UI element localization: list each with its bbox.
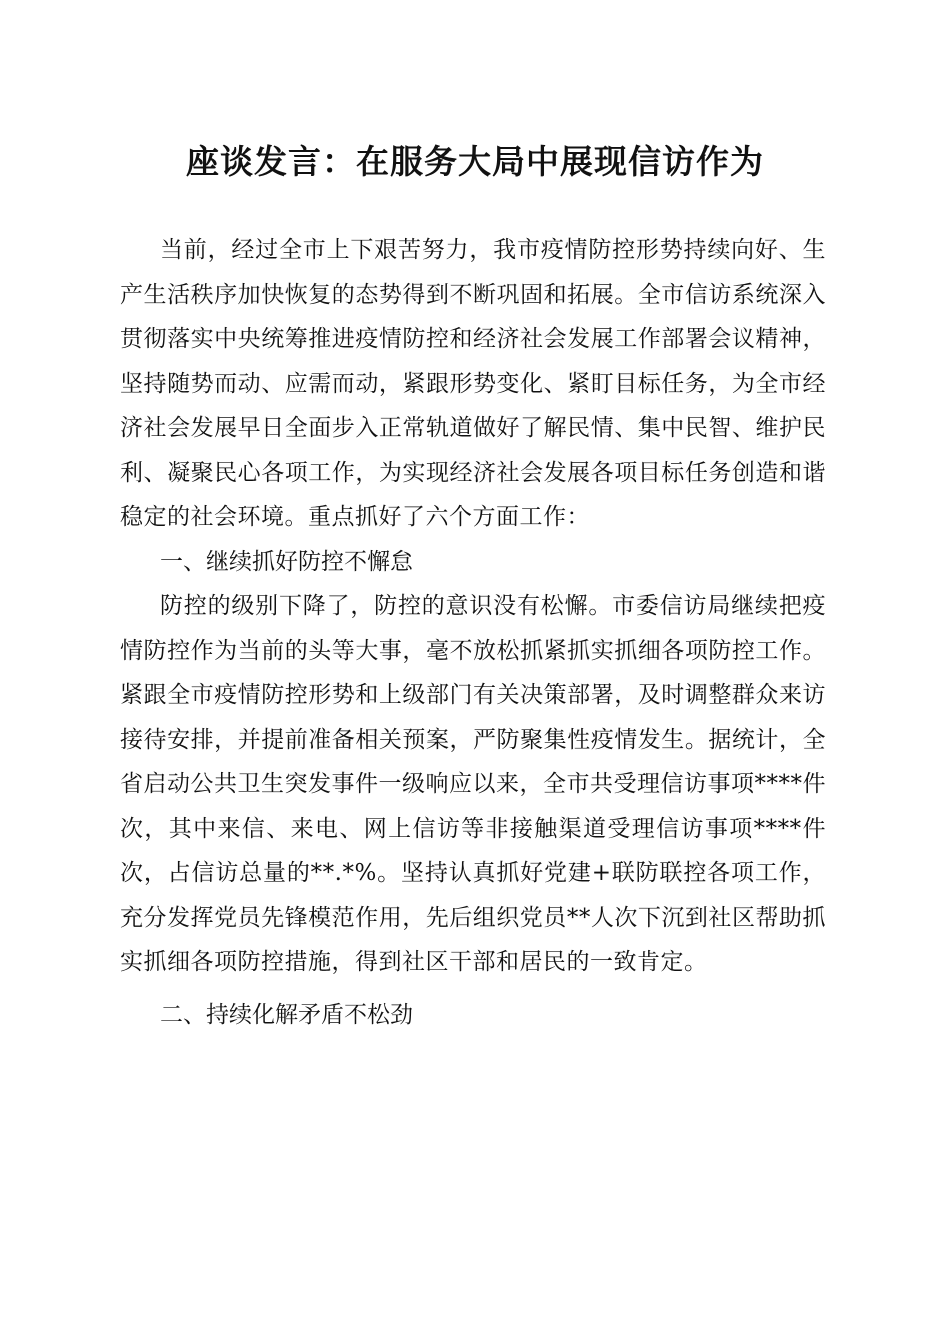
document-body bbox=[120, 228, 826, 1037]
section-heading-1: 一、继续抓好防控不懈怠 bbox=[160, 548, 413, 575]
section-heading-2: 二、持续化解矛盾不松劲 bbox=[160, 1001, 413, 1028]
section-1-paragraph: 防控的级别下降了，防控的意识没有松懈。市委信访局继续把疫情防控作为当前的头等大事，毫不放松抓紧抓实抓细各项防控工作。紧跟全市疫情防控形势和上级部门有关决策部署，及时调整群众来访接待安排，并提前准备相关预案，严防聚集性疫情发生。据统计，全省启动公共卫生突发事件一级响应以来，全市共受理信访事项****件次，其中来信、来电、网上信访等非接触渠道受理信访事项****件次，占信访总量的**.*%。坚持认真抓好党建+联防联控各项工作，充分发挥党员先锋模范作用，先后组织党员**人次下沉到社区帮助抓实抓细各项防控措施，得到社区干部和居民的一致肯定。 bbox=[120, 593, 826, 975]
intro-paragraph: 当前，经过全市上下艰苦努力，我市疫情防控形势持续向好、生产生活秩序加快恢复的态势得到不断巩固和拓展。全市信访系统深入贯彻落实中央统筹推进疫情防控和经济社会发展工作部署会议精神，坚持随势而动、应需而动，紧跟形势变化、紧盯目标任务，为全市经济社会发展早日全面步入正常轨道做好了解民情、集中民智、维护民利、凝聚民心各项工作，为实现经济社会发展各项目标任务创造和谐稳定的社会环境。重点抓好了六个方面工作： bbox=[120, 237, 826, 530]
document-title: 座谈发言：在服务大局中展现信访作为 bbox=[186, 142, 764, 181]
